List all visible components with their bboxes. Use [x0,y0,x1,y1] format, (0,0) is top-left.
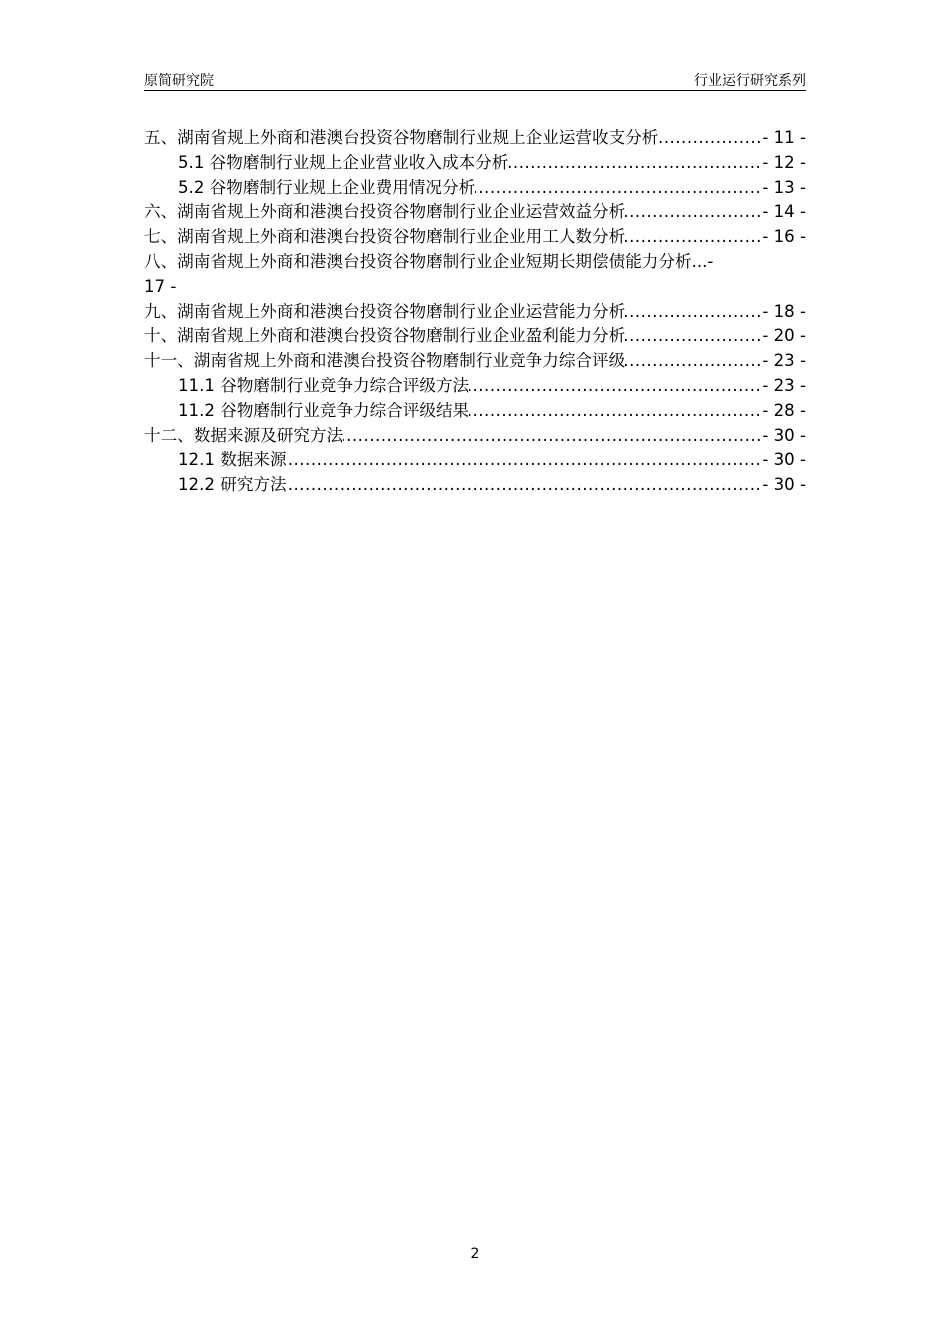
toc-entry[interactable] [144,448,806,473]
toc-entry[interactable] [144,126,806,151]
toc-entry-page: - 14 - [761,200,806,225]
toc-entry[interactable] [144,225,806,250]
toc-entry-title: 十一、湖南省规上外商和港澳台投资谷物磨制行业竞争力综合评级 [144,351,626,371]
toc-entry-page: - 11 - [761,126,806,151]
header-series-name: 行业运行研究系列 [694,73,806,89]
toc-entry[interactable] [144,374,806,399]
toc-entry[interactable] [144,151,806,176]
toc-entry-page: 17 - [144,276,177,296]
toc-entry-page: - 30 - [761,424,806,449]
toc-entry-title: 十二、数据来源及研究方法 [144,425,344,445]
toc-entry[interactable] [144,176,806,201]
toc-entry[interactable] [144,324,806,349]
toc-entry-title: 六、湖南省规上外商和港澳台投资谷物磨制行业企业运营效益分析 [144,202,626,222]
toc-entry[interactable] [144,473,806,498]
toc-entry-page: - 18 - [761,300,806,325]
toc-entry-page: - 13 - [761,176,806,201]
toc-entry-page: - 12 - [761,151,806,176]
toc-entry-title: 十、湖南省规上外商和港澳台投资谷物磨制行业企业盈利能力分析 [144,326,626,346]
page-header [144,68,806,91]
toc-entry-title: 11.2 谷物磨制行业竞争力综合评级结果 [178,400,470,420]
toc-entry-page: - 28 - [761,399,806,424]
table-of-contents [144,126,806,498]
toc-entry-leader: ...- [691,251,714,271]
toc-entry-title: 七、湖南省规上外商和港澳台投资谷物磨制行业企业用工人数分析 [144,227,626,247]
toc-entry[interactable] [144,399,806,424]
toc-entry-title: 八、湖南省规上外商和港澳台投资谷物磨制行业企业短期长期偿债能力分析 [144,251,692,271]
toc-entry-title: 11.1 谷物磨制行业竞争力综合评级方法 [178,375,470,395]
toc-entry[interactable] [144,424,806,449]
toc-entry[interactable] [144,200,806,225]
toc-entry-title: 12.2 研究方法 [178,475,287,495]
toc-entry[interactable] [144,300,806,325]
toc-entry-title: 5.1 谷物磨制行业规上企业营业收入成本分析 [178,152,509,172]
toc-entry-title: 九、湖南省规上外商和港澳台投资谷物磨制行业企业运营能力分析 [144,301,626,321]
toc-entry-page: - 30 - [761,473,806,498]
toc-entry-page: - 20 - [761,324,806,349]
toc-entry-page: - 23 - [761,349,806,374]
toc-entry-title: 5.2 谷物磨制行业规上企业费用情况分析 [178,177,476,197]
header-org-name: 原简研究院 [144,73,214,89]
toc-entry-title: 12.1 数据来源 [178,450,287,470]
toc-entry[interactable] [144,250,806,300]
page-number: 2 [470,1246,480,1262]
toc-entry-page: - 16 - [761,225,806,250]
toc-entry-page: - 23 - [761,374,806,399]
toc-entry-title: 五、湖南省规上外商和港澳台投资谷物磨制行业规上企业运营收支分析 [144,128,659,147]
toc-entry[interactable] [144,349,806,374]
toc-entry-page: - 30 - [761,448,806,473]
